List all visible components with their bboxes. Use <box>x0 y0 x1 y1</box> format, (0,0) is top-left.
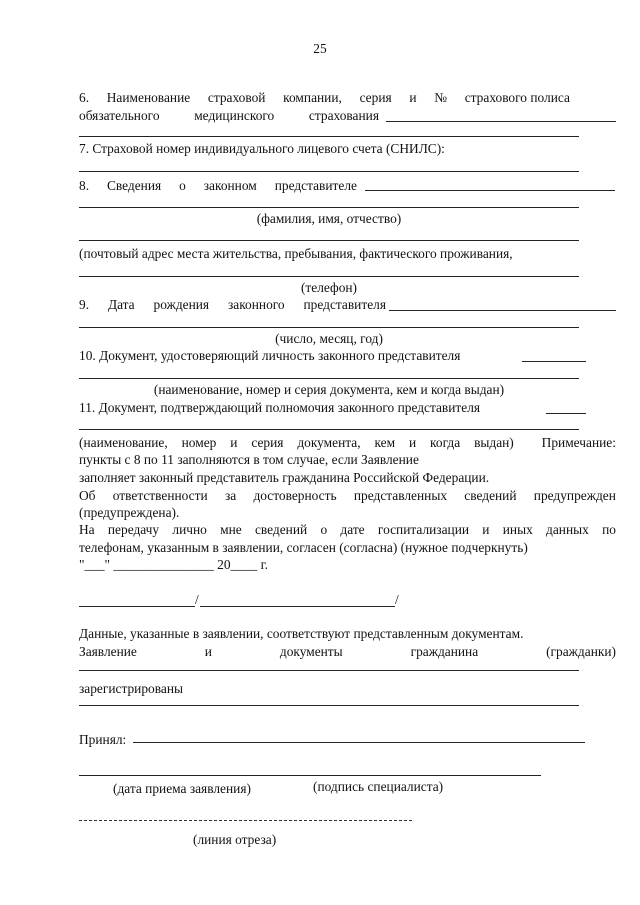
caption-date-received: (дата приема заявления) <box>113 781 251 796</box>
responsibility-line1: Об ответственности за достоверность представленных сведений предупрежден <box>79 488 616 503</box>
registered-label: зарегистрированы <box>79 681 183 696</box>
caption-address: (почтовый адрес места жительства, пребывания, фактического проживания, <box>79 246 513 261</box>
item8-label: 8. Сведения о законном представителе <box>79 178 357 193</box>
verification-line2: Заявление и документы гражданина (гражданки) <box>79 644 616 659</box>
signature-slash: / <box>195 592 199 607</box>
item6-line2: обязательного медицинского страхования <box>79 108 379 123</box>
insurance-field-line <box>386 121 616 122</box>
cut-line <box>79 820 412 821</box>
consent-line1: На передачу лично мне сведений о дате госпитализации и иных данных по <box>79 522 616 537</box>
item7-label: 7. Страховой номер индивидуального лицевого счета (СНИЛС): <box>79 141 445 156</box>
caption-document-note: (наименование, номер и серия документа, кем и когда выдан) Примечание: <box>79 435 616 450</box>
blank-line <box>79 276 579 277</box>
consent-date-line: "___" _______________ 20____ г. <box>79 557 268 572</box>
blank-line <box>79 240 579 241</box>
item9-label: 9. Дата рождения законного представителя <box>79 297 386 312</box>
signature-slash: / <box>395 592 399 607</box>
caption-fio: (фамилия, имя, отчество) <box>256 211 402 226</box>
blank-line <box>79 705 579 706</box>
snils-field-line <box>79 171 579 172</box>
item10-label: 10. Документ, удостоверяющий личность законного представителя <box>79 348 461 363</box>
caption-specialist-signature: (подпись специалиста) <box>313 779 444 794</box>
blank-line <box>79 207 579 208</box>
caption-date: (число, месяц, год) <box>275 331 383 346</box>
responsibility-line2: (предупреждена). <box>79 505 180 520</box>
consent-line2: телефонам, указанным в заявлении, согласен (согласна) (нужное подчеркнуть) <box>79 540 528 555</box>
accepted-label: Принял: <box>79 732 127 747</box>
item6-line1: 6. Наименование страховой компании, серия и № страхового полиса <box>79 90 570 105</box>
note-line1: пункты с 8 по 11 заполняются в том случае, если Заявление <box>79 452 419 467</box>
authority-document-field-line <box>546 413 586 414</box>
blank-line <box>79 429 579 430</box>
birthdate-field-line <box>389 310 616 311</box>
caption-phone: (телефон) <box>300 280 358 295</box>
caption-document: (наименование, номер и серия документа, кем и когда выдан) <box>153 382 505 397</box>
signature-field-line <box>79 606 195 607</box>
accepted-field-line <box>133 742 585 743</box>
blank-line <box>79 670 579 671</box>
id-document-field-line <box>522 361 586 362</box>
signature-bottom-line <box>79 775 541 776</box>
representative-field-line <box>365 190 615 191</box>
blank-line <box>79 327 579 328</box>
blank-line <box>79 378 579 379</box>
verification-line1: Данные, указанные в заявлении, соответствуют представленным документам. <box>79 626 524 641</box>
page-number: 25 <box>313 41 327 56</box>
cut-line-caption: (линия отреза) <box>193 832 277 847</box>
name-field-line <box>200 606 395 607</box>
item11-label: 11. Документ, подтверждающий полномочия законного представителя <box>79 400 481 415</box>
blank-line <box>79 136 579 137</box>
note-line2: заполняет законный представитель гражданина Российской Федерации. <box>79 470 490 485</box>
